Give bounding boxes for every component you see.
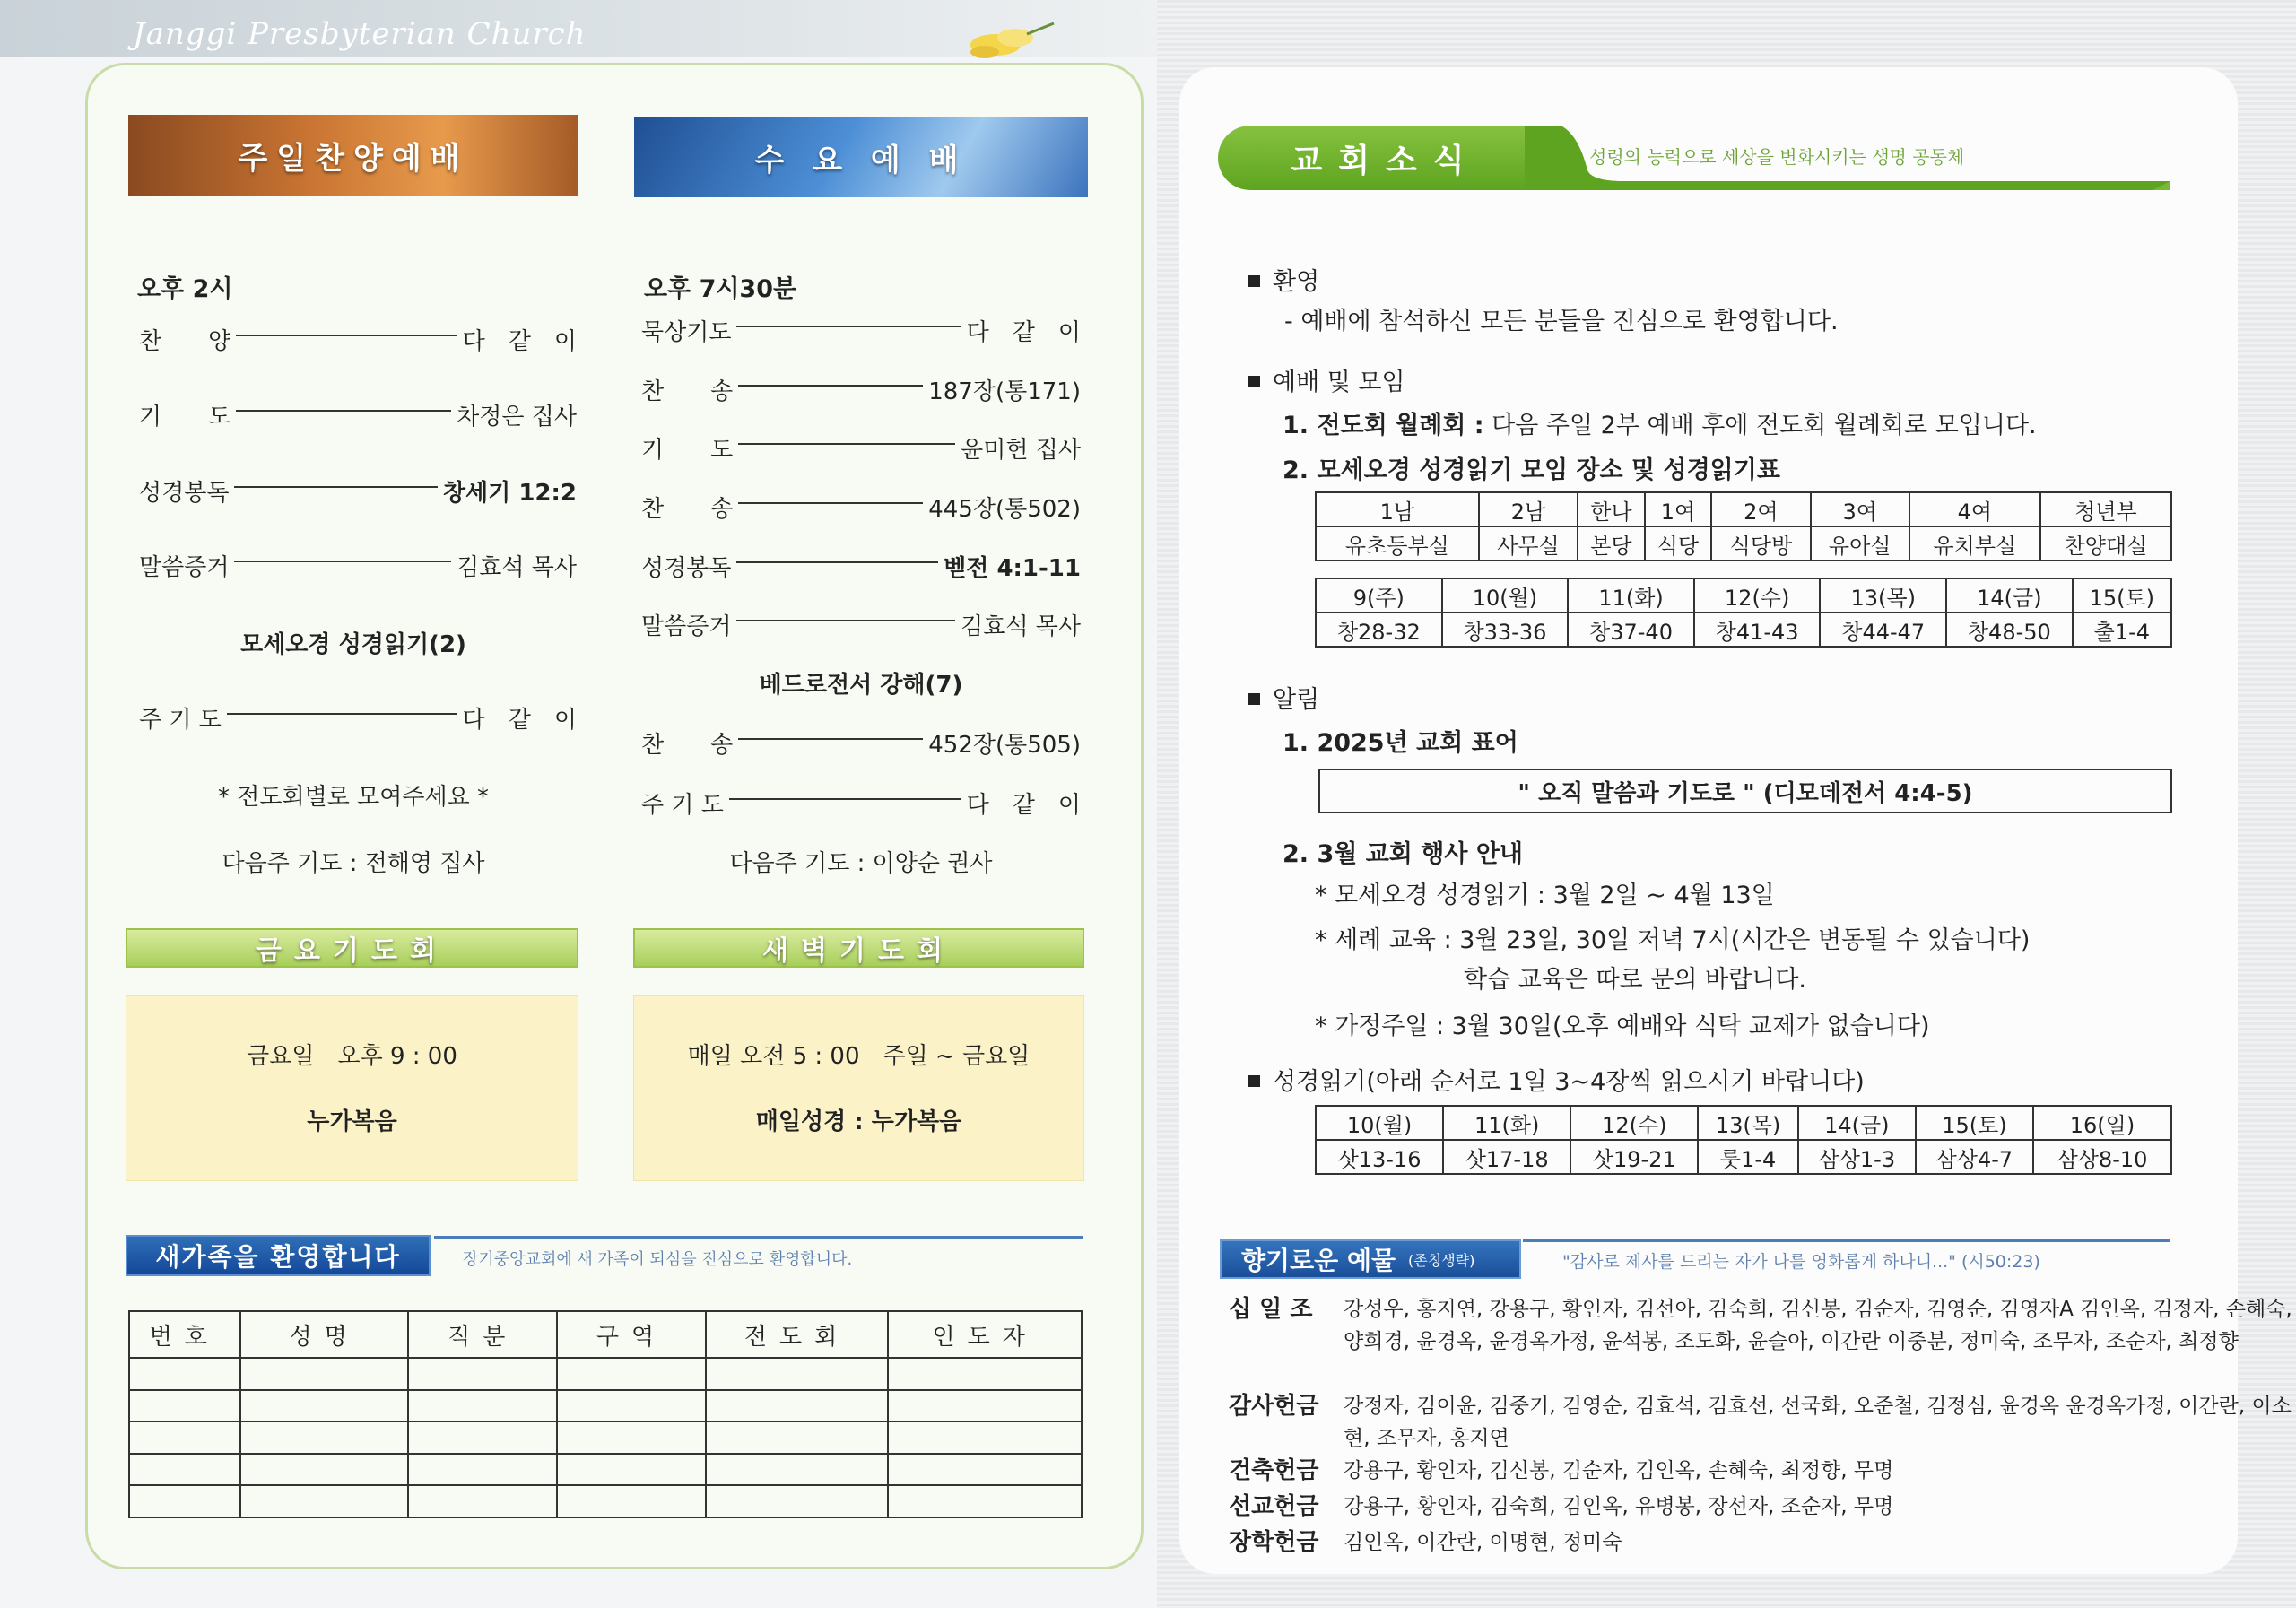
table-cell: 식당방 bbox=[1711, 526, 1810, 561]
wednesday-item: 묵상기도 다 같 이 bbox=[641, 318, 1081, 346]
table-cell: 찬양대실 bbox=[2040, 526, 2171, 561]
meetings-item-1: 1. 전도회 월례회 : 다음 주일 2부 예배 후에 전도회 월례회로 모입니다. bbox=[1283, 412, 2037, 439]
offering-label: 감사헌금 bbox=[1229, 1393, 1319, 1420]
table-header: 성명 bbox=[240, 1311, 409, 1358]
table-cell: 창28-32 bbox=[1316, 613, 1442, 647]
new-family-subtitle: 장기중앙교회에 새 가족이 되심을 진심으로 환영합니다. bbox=[463, 1250, 853, 1269]
offering-row bbox=[1229, 1526, 2294, 1559]
welcome-text: - 예배에 참석하신 모든 분들을 진심으로 환영합니다. bbox=[1284, 308, 1839, 335]
offering-row bbox=[1229, 1293, 2294, 1358]
table-row bbox=[129, 1454, 1082, 1486]
wednesday-sermon-title: 베드로전서 강해(7) bbox=[759, 672, 963, 699]
table-cell: 청년부 bbox=[2040, 492, 2171, 526]
table-cell: 15(토) bbox=[2073, 578, 2171, 613]
reading-schedule-table bbox=[1315, 578, 2172, 648]
offering-verse: "감사로 제사를 드리는 자가 나를 영화롭게 하나니..." (시50:23) bbox=[1562, 1252, 2040, 1272]
offering-label: 건축헌금 bbox=[1229, 1457, 1319, 1484]
table-cell: 창44-47 bbox=[1820, 613, 1946, 647]
table-cell: 1여 bbox=[1645, 492, 1712, 526]
table-cell: 14(금) bbox=[1798, 1106, 1916, 1140]
sunday-item: 말씀증거 김효석 목사 bbox=[139, 553, 577, 581]
event-item: * 모세오경 성경읽기 : 3월 2일 ~ 4월 13일 bbox=[1315, 882, 1775, 909]
offering-banner bbox=[1220, 1239, 1521, 1279]
table-cell: 유초등부실 bbox=[1316, 526, 1479, 561]
table-cell: 출1-4 bbox=[2073, 613, 2171, 647]
table-cell: 3여 bbox=[1811, 492, 1909, 526]
flower-decoration-icon bbox=[960, 18, 1058, 63]
table-cell: 9(주) bbox=[1316, 578, 1442, 613]
church-motto: " 오직 말씀과 기도로 " (디모데전서 4:4-5) bbox=[1318, 769, 2172, 813]
table-row bbox=[129, 1421, 1082, 1454]
church-news-subtitle: 성령의 능력으로 세상을 변화시키는 생명 공동체 bbox=[1589, 146, 1965, 168]
table-cell: 삼상4-7 bbox=[1916, 1140, 2033, 1174]
offering-label: 선교헌금 bbox=[1229, 1493, 1319, 1520]
table-cell: 13(목) bbox=[1820, 578, 1946, 613]
table-cell: 창33-36 bbox=[1442, 613, 1569, 647]
offering-divider bbox=[1523, 1239, 2170, 1242]
offering-banner-title: 향기로운 예물 bbox=[1241, 1246, 1396, 1275]
table-header: 전도회 bbox=[706, 1311, 889, 1358]
sunday-sermon-title: 모세오경 성경읽기(2) bbox=[240, 631, 466, 658]
table-row bbox=[1316, 1106, 2171, 1140]
welcome-heading: 환영 bbox=[1248, 262, 1319, 297]
friday-time: 금요일 오후 9 : 00 bbox=[247, 1043, 457, 1070]
table-cell: 13(목) bbox=[1698, 1106, 1797, 1140]
table-row bbox=[1316, 492, 2171, 526]
new-family-banner: 새가족을 환영합니다 bbox=[126, 1235, 430, 1276]
table-cell: 유치부실 bbox=[1909, 526, 2040, 561]
wednesday-item: 찬 송 452장(통505) bbox=[641, 731, 1081, 759]
table-cell: 본당 bbox=[1578, 526, 1645, 561]
wednesday-time: 오후 7시30분 bbox=[644, 275, 797, 303]
bible-reading-table bbox=[1315, 1105, 2172, 1175]
table-cell: 12(수) bbox=[1570, 1106, 1698, 1140]
dawn-box bbox=[633, 995, 1084, 1181]
wednesday-next-prayer: 다음주 기도 : 이양순 권사 bbox=[729, 850, 993, 877]
reading-heading: 성경읽기(아래 순서로 1일 3~4장씩 읽으시기 바랍니다) bbox=[1248, 1062, 1865, 1097]
friday-text: 누가복음 bbox=[307, 1108, 397, 1135]
table-cell: 삼상8-10 bbox=[2033, 1140, 2171, 1174]
offering-banner-note: (존칭생략) bbox=[1408, 1251, 1475, 1269]
offering-row bbox=[1229, 1455, 2294, 1487]
notice-item-1: 1. 2025년 교회 표어 bbox=[1283, 729, 1518, 757]
table-cell: 10(월) bbox=[1316, 1106, 1443, 1140]
dawn-time: 매일 오전 5 : 00 주일 ~ 금요일 bbox=[687, 1043, 1031, 1070]
table-cell: 4여 bbox=[1909, 492, 2040, 526]
sunday-item: 찬 양 다 같 이 bbox=[139, 327, 577, 355]
table-cell: 11(화) bbox=[1568, 578, 1694, 613]
meetings-heading: 예배 및 모임 bbox=[1248, 362, 1405, 397]
table-cell: 한나 bbox=[1578, 492, 1645, 526]
table-header-row bbox=[129, 1311, 1082, 1358]
event-item: * 세례 교육 : 3월 23일, 30일 저녁 7시(시간은 변동될 수 있습니다) bbox=[1315, 926, 2031, 954]
table-cell: 삿17-18 bbox=[1443, 1140, 1570, 1174]
offering-names: 김인옥, 이간란, 이명현, 정미숙 bbox=[1344, 1531, 1622, 1554]
wednesday-item: 주 기 도 다 같 이 bbox=[641, 791, 1081, 819]
table-row bbox=[1316, 1140, 2171, 1174]
table-header: 구역 bbox=[557, 1311, 706, 1358]
offering-row bbox=[1229, 1390, 2294, 1455]
offering-names: 강성우, 홍지연, 강용구, 황인자, 김선아, 김숙희, 김신봉, 김순자, 김영순, 김영자A 김인옥, 김정자, 손혜숙, 양희경, 윤경옥, 윤경옥가정, 윤석봉, 조도화, 윤슬아, 이간란 이중분, 정미숙, 조무자, 조순자, 최정향 bbox=[1344, 1298, 2292, 1353]
wednesday-item: 기 도 윤미헌 집사 bbox=[641, 436, 1081, 464]
offering-label: 장학헌금 bbox=[1229, 1529, 1319, 1556]
wednesday-item: 찬 송 187장(통171) bbox=[641, 378, 1081, 405]
sunday-time: 오후 2시 bbox=[137, 275, 233, 303]
table-cell: 룻1-4 bbox=[1698, 1140, 1797, 1174]
offering-label: 십 일 조 bbox=[1229, 1296, 1313, 1323]
table-row bbox=[129, 1485, 1082, 1517]
friday-box bbox=[126, 995, 578, 1181]
church-news-banner: 교회소식 bbox=[1218, 126, 1553, 190]
dawn-prayer-banner: 새벽기도회 bbox=[633, 928, 1084, 968]
dawn-text: 매일성경 : 누가복음 bbox=[755, 1108, 962, 1135]
bullet-icon bbox=[1248, 1075, 1260, 1087]
table-header: 인도자 bbox=[888, 1311, 1082, 1358]
offering-names: 강정자, 김이윤, 김중기, 김영순, 김효석, 김효선, 선국화, 오준철, 김정심, 윤경옥 윤경옥가정, 이간란, 이소현, 조무자, 홍지연 bbox=[1344, 1395, 2292, 1450]
table-cell: 창41-43 bbox=[1694, 613, 1821, 647]
table-cell: 삿19-21 bbox=[1570, 1140, 1698, 1174]
friday-prayer-banner: 금요기도회 bbox=[126, 928, 578, 968]
new-family-table bbox=[128, 1310, 1083, 1518]
table-cell: 15(토) bbox=[1916, 1106, 2033, 1140]
table-cell: 10(월) bbox=[1442, 578, 1569, 613]
table-cell: 11(화) bbox=[1443, 1106, 1570, 1140]
sunday-item: 성경봉독 창세기 12:2 bbox=[139, 479, 577, 507]
church-name: Janggi Presbyterian Church bbox=[133, 16, 587, 52]
reading-place-table bbox=[1315, 491, 2172, 561]
table-cell: 14(금) bbox=[1946, 578, 2073, 613]
bullet-icon bbox=[1248, 693, 1260, 705]
wednesday-item: 성경봉독 벧전 4:1-11 bbox=[641, 554, 1081, 582]
sunday-note: * 전도회별로 모여주세요 * bbox=[218, 784, 489, 811]
notice-item-2: 2. 3월 교회 행사 안내 bbox=[1283, 840, 1524, 868]
table-row bbox=[1316, 526, 2171, 561]
meetings-item-2: 2. 모세오경 성경읽기 모임 장소 및 성경읽기표 bbox=[1283, 456, 1780, 484]
table-header: 번호 bbox=[129, 1311, 240, 1358]
table-row bbox=[129, 1390, 1082, 1422]
table-cell: 창48-50 bbox=[1946, 613, 2073, 647]
sunday-worship-banner: 주일찬양예배 bbox=[128, 115, 578, 196]
sunday-item: 기 도 차정은 집사 bbox=[139, 403, 577, 430]
wednesday-item: 말씀증거 김효석 목사 bbox=[641, 613, 1081, 640]
event-item: * 가정주일 : 3월 30일(오후 예배와 식탁 교제가 없습니다) bbox=[1315, 1013, 1930, 1040]
table-cell: 유아실 bbox=[1811, 526, 1909, 561]
table-cell: 창37-40 bbox=[1568, 613, 1694, 647]
bullet-icon bbox=[1248, 275, 1260, 287]
sunday-item: 주 기 도 다 같 이 bbox=[139, 706, 577, 734]
table-cell: 삼상1-3 bbox=[1798, 1140, 1916, 1174]
table-cell: 16(일) bbox=[2033, 1106, 2171, 1140]
offering-row bbox=[1229, 1491, 2294, 1523]
table-row bbox=[1316, 578, 2171, 613]
sunday-next-prayer: 다음주 기도 : 전해영 집사 bbox=[222, 850, 485, 877]
table-cell: 삿13-16 bbox=[1316, 1140, 1443, 1174]
offering-names: 강용구, 황인자, 김신봉, 김순자, 김인옥, 손혜숙, 최정향, 무명 bbox=[1344, 1459, 1894, 1482]
table-cell: 2여 bbox=[1711, 492, 1810, 526]
wednesday-worship-banner: 수 요 예 배 bbox=[634, 117, 1088, 197]
bullet-icon bbox=[1248, 376, 1260, 387]
table-cell: 사무실 bbox=[1479, 526, 1578, 561]
table-row bbox=[129, 1358, 1082, 1390]
table-row bbox=[1316, 613, 2171, 647]
table-cell: 2남 bbox=[1479, 492, 1578, 526]
notice-heading: 알림 bbox=[1248, 680, 1319, 715]
new-family-divider bbox=[434, 1236, 1083, 1239]
table-header: 직분 bbox=[408, 1311, 557, 1358]
wednesday-item: 찬 송 445장(통502) bbox=[641, 495, 1081, 523]
offering-names: 강용구, 황인자, 김숙희, 김인옥, 유병봉, 장선자, 조순자, 무명 bbox=[1344, 1495, 1894, 1518]
table-cell: 12(수) bbox=[1694, 578, 1821, 613]
table-cell: 식당 bbox=[1645, 526, 1712, 561]
table-cell: 1남 bbox=[1316, 492, 1479, 526]
event-item: 학습 교육은 따로 문의 바랍니다. bbox=[1464, 966, 1806, 994]
